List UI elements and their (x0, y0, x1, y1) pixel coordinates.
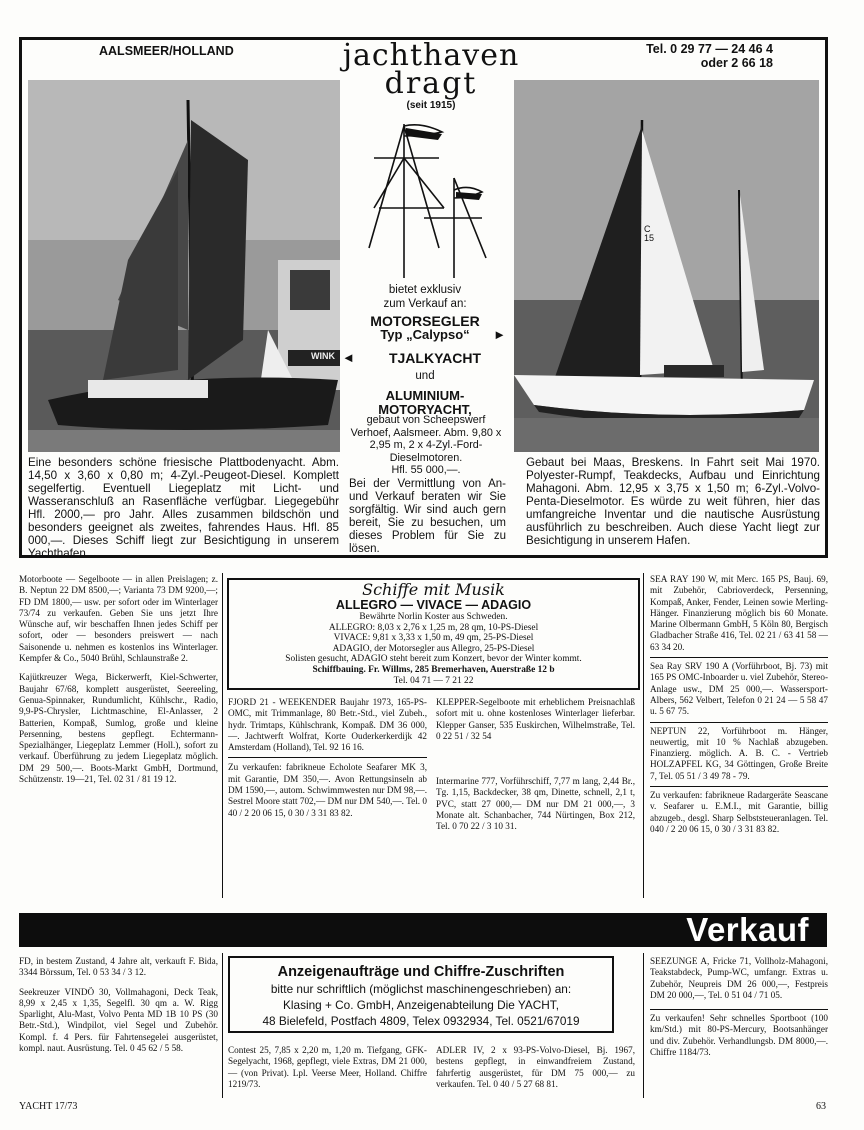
offer-tjalk-row (340, 351, 510, 369)
offer-calypso-row (340, 328, 510, 346)
ad-sportboot: Zu verkaufen! Sehr schnelles Sportboot (100 km/Std.) mit 80-PS-Mercury, Bootsanhänger und div. Zubehör. Verhandlungsb. DM 8000,—. Chiffre 1184/73. (650, 1013, 828, 1058)
sloop-photo (514, 80, 819, 452)
anzeigen-title: Anzeigenaufträge und Chiffre-Zuschriften (277, 964, 565, 980)
column-divider (643, 573, 644, 898)
tel-line1: Tel. 0 29 77 — 24 46 4 (646, 42, 773, 56)
ad-separator (650, 786, 828, 787)
ship-illustration (364, 118, 488, 278)
musik-subtitle: Bewährte Norlin Koster aus Schweden. (359, 612, 508, 622)
bottom-column-right (650, 956, 828, 1066)
musik-title: ALLEGRO — VIVACE — ADAGIO (335, 598, 532, 612)
offer-intro: bietet exklusiv zum Verkauf an: (383, 284, 467, 310)
column-right (650, 574, 828, 843)
musik-script-title: Schiffe mit Musik (362, 580, 505, 599)
offer-tjalkyacht: TJALKYACHT (388, 350, 482, 366)
musik-vivace: VIVACE: 9,81 x 3,33 x 1,50 m, 49 qm, 25-PS-Diesel (333, 633, 534, 643)
verkauf-heading: Verkauf (686, 911, 809, 948)
column-divider (222, 953, 223, 1098)
column-divider (222, 573, 223, 898)
ad-fjord: FJORD 21 - WEEKENDER Baujahr 1973, 165-PS-OMC, mit Trimmanlage, 80 Betr.-Std., viel Zubeh., hydr. Trimtaps, Kühlschrank, Kompaß. DM 36 000,—. Jachtwerft Wolfrat, Korte Ouderkerkerdijk 42 Amsterdam (Holland), Tel. 92 16 16. (228, 697, 427, 753)
page-number: 63 (816, 1101, 826, 1112)
offer-calypso: Typ „Calypso“ (380, 327, 470, 342)
column-left (19, 574, 218, 793)
since-label: (seit 1915) (406, 100, 456, 111)
musik-solisten: Solisten gesucht, ADAGIO steht bereit zum Konzert, bevor der Winter kommt. (285, 654, 582, 664)
aluminium-desc: gebaut von Scheepswerf Verhoef, Aalsmeer. Abm. 9,80 x 2,95 m, 2 x 4-Zyl.-Ford-Dieselmotoren. (350, 414, 502, 464)
footer-issue: YACHT 17/73 (19, 1101, 78, 1112)
plattbodenyacht-photo (28, 80, 340, 452)
musik-phone: Tel. 04 71 — 7 21 22 (393, 675, 474, 686)
anzeigen-line3: 48 Bielefeld, Postfach 4809, Telex 0932934, Tel. 0521/67019 (262, 1014, 580, 1028)
offer-und: und (415, 370, 435, 382)
offer-aluminium: ALUMINIUM- MOTORYACHT, (378, 388, 472, 417)
ad-separator (650, 657, 828, 658)
aluminium-desc-block (345, 414, 507, 477)
column-divider (643, 953, 644, 1098)
ad-radargeraete: Zu verkaufen: fabrikneue Radargeräte Seascane v. Seafarer u. E.M.I., mit Garantie, billig abzugeb., desgl. Sharp Selbststeueranlagen. Tel. 040 / 2 20 06 15, 0 30 / 3 31 83 82. (650, 790, 828, 834)
arrow-left-icon: ◄ (342, 350, 355, 365)
ad-searay-srv: Sea Ray SRV 190 A (Vorführboot, Bj. 73) mit 165 PS OMC-Inboarder u. viel Zubehör, Stereo-Anlage usw., DM 25 000,—. Wassersport-Albers, 562 Velbert, Telefon 0 21 24 — 5 58 47 u. 5 67 75. (650, 661, 828, 717)
logo-line1: jachthaven (342, 38, 520, 73)
musik-address: Schiffbauing. Fr. Willms, 285 Bremerhaven, Auerstraße 12 b (312, 664, 555, 675)
location-label: AALSMEER/HOLLAND (99, 44, 234, 58)
bottom-column-left (19, 956, 218, 1062)
musik-adagio: ADAGIO, der Motorsegler aus Allegro, 25-PS-Diesel (332, 643, 535, 654)
aluminium-price: Hfl. 55 000,—. (391, 464, 461, 476)
ad-neptun: NEPTUN 22, Vorführboot m. Hänger, neuwertig, mit 10 % Nachlaß abzugeben. Finanzierg. möglich. A. B. C. - Vertrieb HOLZAPFEL KG, 34 Göttingen, Große Breite 7, Tel. 05 51 / 3 49 78 - 79. (650, 725, 828, 781)
ad-adler: ADLER IV, 2 x 93-PS-Volvo-Diesel, Bj. 1967, bestens gepflegt, in einwandfreiem Zustand, fahrfertig ausgerüstet, für DM 75 000,— zu verkaufen. Tel. 0 40 / 5 27 68 81. (436, 1045, 635, 1089)
ad-searay-190w: SEA RAY 190 W, mit Merc. 165 PS, Bauj. 69, mit Zubehör, Cabrioverdeck, Persenning, Kompaß, Anker, Fender, Leinen sowie Merling-Hänger. Finanzierung möglich bis 60 Monate. Marine Olbermann GmbH, 5 Köln 80, Bergisch Gladbacher Straße 416, Tel. 02 21 / 63 41 58 — 63 34 20. (650, 574, 828, 652)
verkauf-banner (19, 913, 827, 947)
vermittlung-text: Bei der Vermittlung von An- und Verkauf beraten wir Sie sorgfältig. Wir sind auch gern bereit, Sie zu besuchen, um dieses Problem für Sie zu lösen. (349, 478, 506, 555)
ad-wega: Kajütkreuzer Wega, Bickerwerft, Kiel-Schwerter, Baujahr 67/68, komplett ausgerüstet, Seereeling, Genua-Spinnaker, Rundumlicht, Kühlschr., Radio, 9,9-PS-Chrysler, Lichtmaschine, El-Anlasser, 2 Batterien, Kompaß, Sumlog, große und kleine Persenning, bestens gepflegt. Echtermann-Spezialhänger, Liegeplatz Lemmer (Holl.), sofort zu verkauf. Überführung zu jedem Liegeplatz möglich. DM 29 500,—. Boots-Markt GmbH, Dortmund, Schützenstr. 19—21, Tel. 02 31 / 81 19 12. (19, 672, 218, 785)
ad-seezunge: SEEZUNGE A, Fricke 71, Vollholz-Mahagoni, Teakstabdeck, Pump-WC, umfangr. Extras u. Zubehör, Neupreis DM 26 000,—, Festpreis DM 20 000,—, Tel. 0 51 04 / 71 05. (650, 956, 828, 1000)
musik-allegro: ALLEGRO: 8,03 x 2,76 x 1,25 m, 28 qm, 10-PS-Diesel (328, 622, 539, 633)
logo-line2: dragt (384, 66, 478, 101)
column-mid-left (228, 697, 427, 827)
ad-separator (650, 1009, 828, 1010)
ad-klepper: KLEPPER-Segelboote mit erheblichem Preisnachlaß sofort mit u. ohne kostenloses Winterlager lieferbar. Klepper Ganser, 535 Euskirchen, Wilhelmstraße, Tel. 0 22 51 / 32 54 (436, 697, 635, 741)
ad-echolote: Zu verkaufen: fabrikneue Echolote Seafarer MK 3, mit Garantie, DM 350,—. Avon Rettungsinseln ab DM 1590,—, autom. Schwimmwesten nur DM 98,—. Sestrel Moore statt 702,— DM nur DM 540,—. Tel. 0 40 / 2 20 06 15, 0 30 / 3 31 83 82. (228, 762, 427, 818)
ad-kempfer: Motorboote — Segelboote — in allen Preislagen; z. B. Neptun 22 DM 8500,—; Varianta 73 DM 9200,—; FD DM 1800,— usw. per sofort oder im Winterlager 73/74 zu verkaufen. Geben Sie uns jetzt Ihre Wünsche auf, wir beschaffen Ihnen jedes Schiff per sofort, oder — besonders preiswert — nach Saisonende u. nehmen es kostenlos ins Winterlager. Kempfer & Co., 5040 Brühl, Schlaunstraße 2. (19, 574, 218, 664)
anzeigen-line1: bitte nur schriftlich (möglichst maschinengeschrieben) an: (270, 982, 572, 996)
jachthaven-logo (336, 38, 526, 111)
ad-intermarine: Intermarine 777, Vorführschiff, 7,77 m lang, 2,44 Br., Tg. 1,15, Backdecker, 38 qm, Dinette, schnell, 2,1 t, PVC, statt 27 000,— DM nur DM 21 000,—, 3 Monate alt. Schanbacher, 744 Nürtingen, Box 212, Tel. 0 70 22 / 3 10 31. (436, 776, 635, 832)
ad-fd: FD, in bestem Zustand, 4 Jahre alt, verkauft F. Bida, 3344 Börssum, Tel. 0 53 34 / 3 12. (19, 956, 218, 978)
anzeigen-box (228, 956, 614, 1033)
ad-separator (228, 757, 427, 758)
offer-motorsegler: MOTORSEGLER (370, 313, 480, 329)
center-offer (340, 283, 510, 417)
column-mid-right (436, 697, 635, 841)
phone-block (596, 42, 773, 70)
right-caption: Gebaut bei Maas, Breskens. In Fahrt seit Mai 1970. Polyester-Rumpf, Teakdecks, Aufbau und Einrichtung Mahagoni. Abm. 12,95 x 3,75 x 1,50 m; 6-Zyl.-Volvo-Penta-Dieselmotor. Es würde zu weit führen, hier das umfangreiche Inventar und die nautische Ausrüstung ausführlich zu beschreiben. Auch diese Yacht liegt zur Besichtigung in unserem Hafen. (526, 456, 820, 547)
schiffe-mit-musik-box (227, 578, 640, 690)
tel-line2: oder 2 66 18 (700, 56, 773, 70)
ad-separator (650, 722, 828, 723)
harbour-sign: WINK (311, 351, 335, 361)
anzeigen-line2: Klasing + Co. GmbH, Anzeigenabteilung Die YACHT, (283, 998, 559, 1012)
arrow-right-icon: ► (493, 327, 506, 342)
ad-contest: Contest 25, 7,85 x 2,20 m, 1,20 m. Tiefgang, GFK-Segelyacht, 1968, gepflegt, viele Extras, DM 21 000,— (von Privat). Lpl. Veerse Meer, Holland. Chiffre 1219/73. (228, 1045, 427, 1089)
left-caption: Eine besonders schöne friesische Plattbodenyacht. Abm. 14,50 x 3,60 x 0,80 m; 4-Zyl.-Peugeot-Diesel. Komplett segelfertig. Eventuell Liegeplatz mit Licht- und Wasseranschluß an Rasenfläche verfügbar. Liegegebühr Hfl. 2000,— pro Jahr. Alles zusammen bildschön und besonders geeignet als zweites, fahrendes Haus. Hfl. 85 000,—. Dieses Schiff liegt zur Besichtigung in unserem Yachthafen. (28, 456, 339, 560)
sail-number: C 15 (644, 224, 655, 243)
ad-vindoe: Seekreuzer VINDÖ 30, Vollmahagoni, Deck Teak, 8,99 x 2,45 x 1,35, Segelfl. 30 qm a. W. Rigg Sparlight, Alu-Mast, Volvo Penta MD 1B 10 PS (30 Betr.-Std.), Windpilot, viel Segel und Zubehör. Kompl. f. 4 Pers. für Fahrtensegelei ausgerüstet, kompl. naut. Ausrüstung. Tel. 0 45 62 / 5 58. (19, 986, 218, 1054)
